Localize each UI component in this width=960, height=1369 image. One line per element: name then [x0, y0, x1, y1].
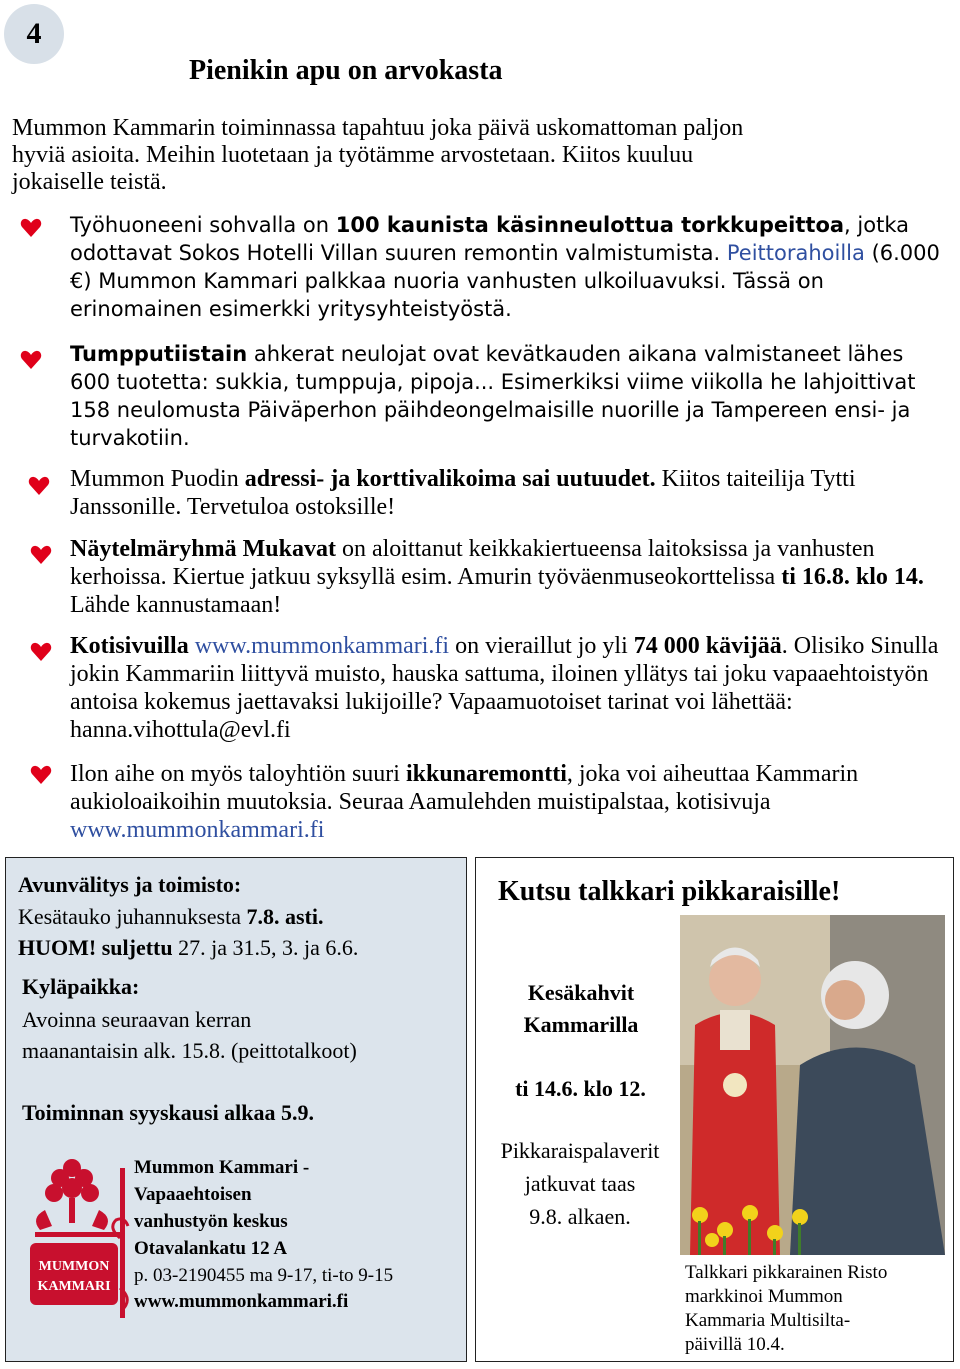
svg-text:KAMMARI: KAMMARI	[37, 1279, 111, 1294]
photo-two-men	[680, 915, 945, 1255]
office-heading: Avunvälitys ja toimisto:	[18, 872, 242, 897]
page-title: Pienikin apu on arvokasta	[189, 55, 503, 86]
heart-icon	[30, 642, 52, 662]
heart-icon	[30, 765, 52, 785]
org-name: Mummon Kammari -	[134, 1157, 310, 1178]
news-item-shop: Mummon Puodin adressi- ja korttivalikoima sai uutuudet. Kiitos taiteilija Tytti Janssonille. Tervetuloa ostoksille!	[70, 466, 856, 520]
intro-line: Mummon Kammarin toiminnassa tapahtuu joka päivä uskomattoman paljon	[12, 115, 744, 141]
intro-paragraph	[12, 115, 912, 196]
page-number: 4	[4, 4, 64, 64]
intro-line: jokaiselle teistä.	[12, 169, 167, 195]
news-item-knitters: Tumpputiistain ahkerat neulojat ovat kevätkauden aikana valmistaneet lähes 600 tuotetta: sukkia, tumppuja, pipoja... Esimerkiksi viime viikolla he lahjoittivat 158 neulomusta Päiväperhon päihdeongelmaisille nuorille ja Tampereen ensi- ja turvakotiin.	[70, 342, 916, 450]
news-item-renovation: Ilon aihe on myös taloyhtiön suuri ikkunaremontti, joka voi aiheuttaa Kammarin aukioloaikoihin muutoksia. Seuraa Aamulehden muistipalstaa, kotisivuja www.mummonkammari.fi	[70, 761, 859, 843]
meeting-note: Pikkaraispalaverit	[500, 1138, 660, 1163]
org-address: Otavalankatu 12 A	[134, 1238, 288, 1259]
news-item-theatre: Näytelmäryhmä Mukavat on aloittanut keikkakiertueensa laitoksissa ja vanhusten kerhoissa. Kiertue jatkuu syksyllä esim. Amurin työväenmuseokorttelissa ti 16.8. klo 14. Lähde kannustamaan!	[70, 536, 924, 618]
photo-caption: markkinoi Mummon	[685, 1286, 843, 1307]
closed-dates-line: HUOM! suljettu 27. ja 31.5, 3. ja 6.6.	[18, 935, 359, 960]
photo-caption: päivillä 10.4.	[685, 1334, 785, 1355]
photo-caption: Talkkari pikkarainen Risto	[685, 1262, 888, 1283]
news-item-blankets: Työhuoneeni sohvalla on 100 kaunista käsinneulottua torkkupeittoa, jotka odottavat Sokos Hotelli Villan suuren remontin valmistumista. Peittorahoilla (6.000 €) Mummon Kammari palkkaa nuoria vanhusten ulkoiluavuksi. Tässä on erinomainen esimerkki yritysyhteistyöstä.	[70, 213, 940, 321]
org-phone: p. 03-2190455 ma 9-17, ti-to 9-15	[134, 1265, 394, 1286]
mummon-kammari-logo	[20, 1148, 135, 1338]
website-link[interactable]: www.mummonkammari.fi	[70, 817, 325, 843]
summer-break-line: Kesätauko juhannuksesta 7.8. asti.	[18, 904, 324, 929]
office-info-box	[5, 857, 467, 1362]
heart-icon	[20, 218, 42, 238]
org-name: vanhustyön keskus	[134, 1211, 288, 1232]
org-website[interactable]: www.mummonkammari.fi	[134, 1291, 349, 1312]
invitation-heading: Kutsu talkkari pikkaraisille!	[498, 876, 841, 907]
meeting-note: 9.8. alkaen.	[529, 1204, 631, 1229]
village-heading: Kyläpaikka:	[22, 974, 140, 999]
village-line: Avoinna seuraavan kerran	[22, 1007, 252, 1032]
meeting-note: jatkuvat taas	[524, 1171, 636, 1196]
heart-icon	[28, 476, 50, 496]
news-item-website: Kotisivuilla www.mummonkammari.fi on vieraillut jo yli 74 000 kävijää. Olisiko Sinulla jokin Kammariin liittyvä muisto, hauska sattuma, iloinen yllätys tai joku vapaaehtoistyön antoisa kokemus jaettavaksi lukijoille? Vapaamuotoiset tarinat voi lähettää: hanna.vihottula@evl.fi	[70, 633, 939, 743]
summer-coffee: Kesäkahvit	[527, 980, 635, 1005]
village-line: maanantaisin alk. 15.8. (peittotalkoot)	[22, 1038, 357, 1063]
photo-caption: Kammaria Multisilta-	[685, 1310, 851, 1331]
website-link[interactable]: www.mummonkammari.fi	[194, 633, 450, 659]
heart-icon	[30, 545, 52, 565]
heart-icon	[20, 350, 42, 370]
svg-text:MUMMON: MUMMON	[38, 1259, 110, 1274]
intro-line: hyviä asioita. Meihin luotetaan ja työtämme arvostetaan. Kiitos kuuluu	[12, 142, 694, 168]
coffee-date: ti 14.6. klo 12.	[515, 1076, 646, 1101]
summer-coffee: Kammarilla	[523, 1012, 639, 1037]
season-start: Toiminnan syyskausi alkaa 5.9.	[22, 1100, 315, 1125]
org-name: Vapaaehtoisen	[134, 1184, 252, 1205]
